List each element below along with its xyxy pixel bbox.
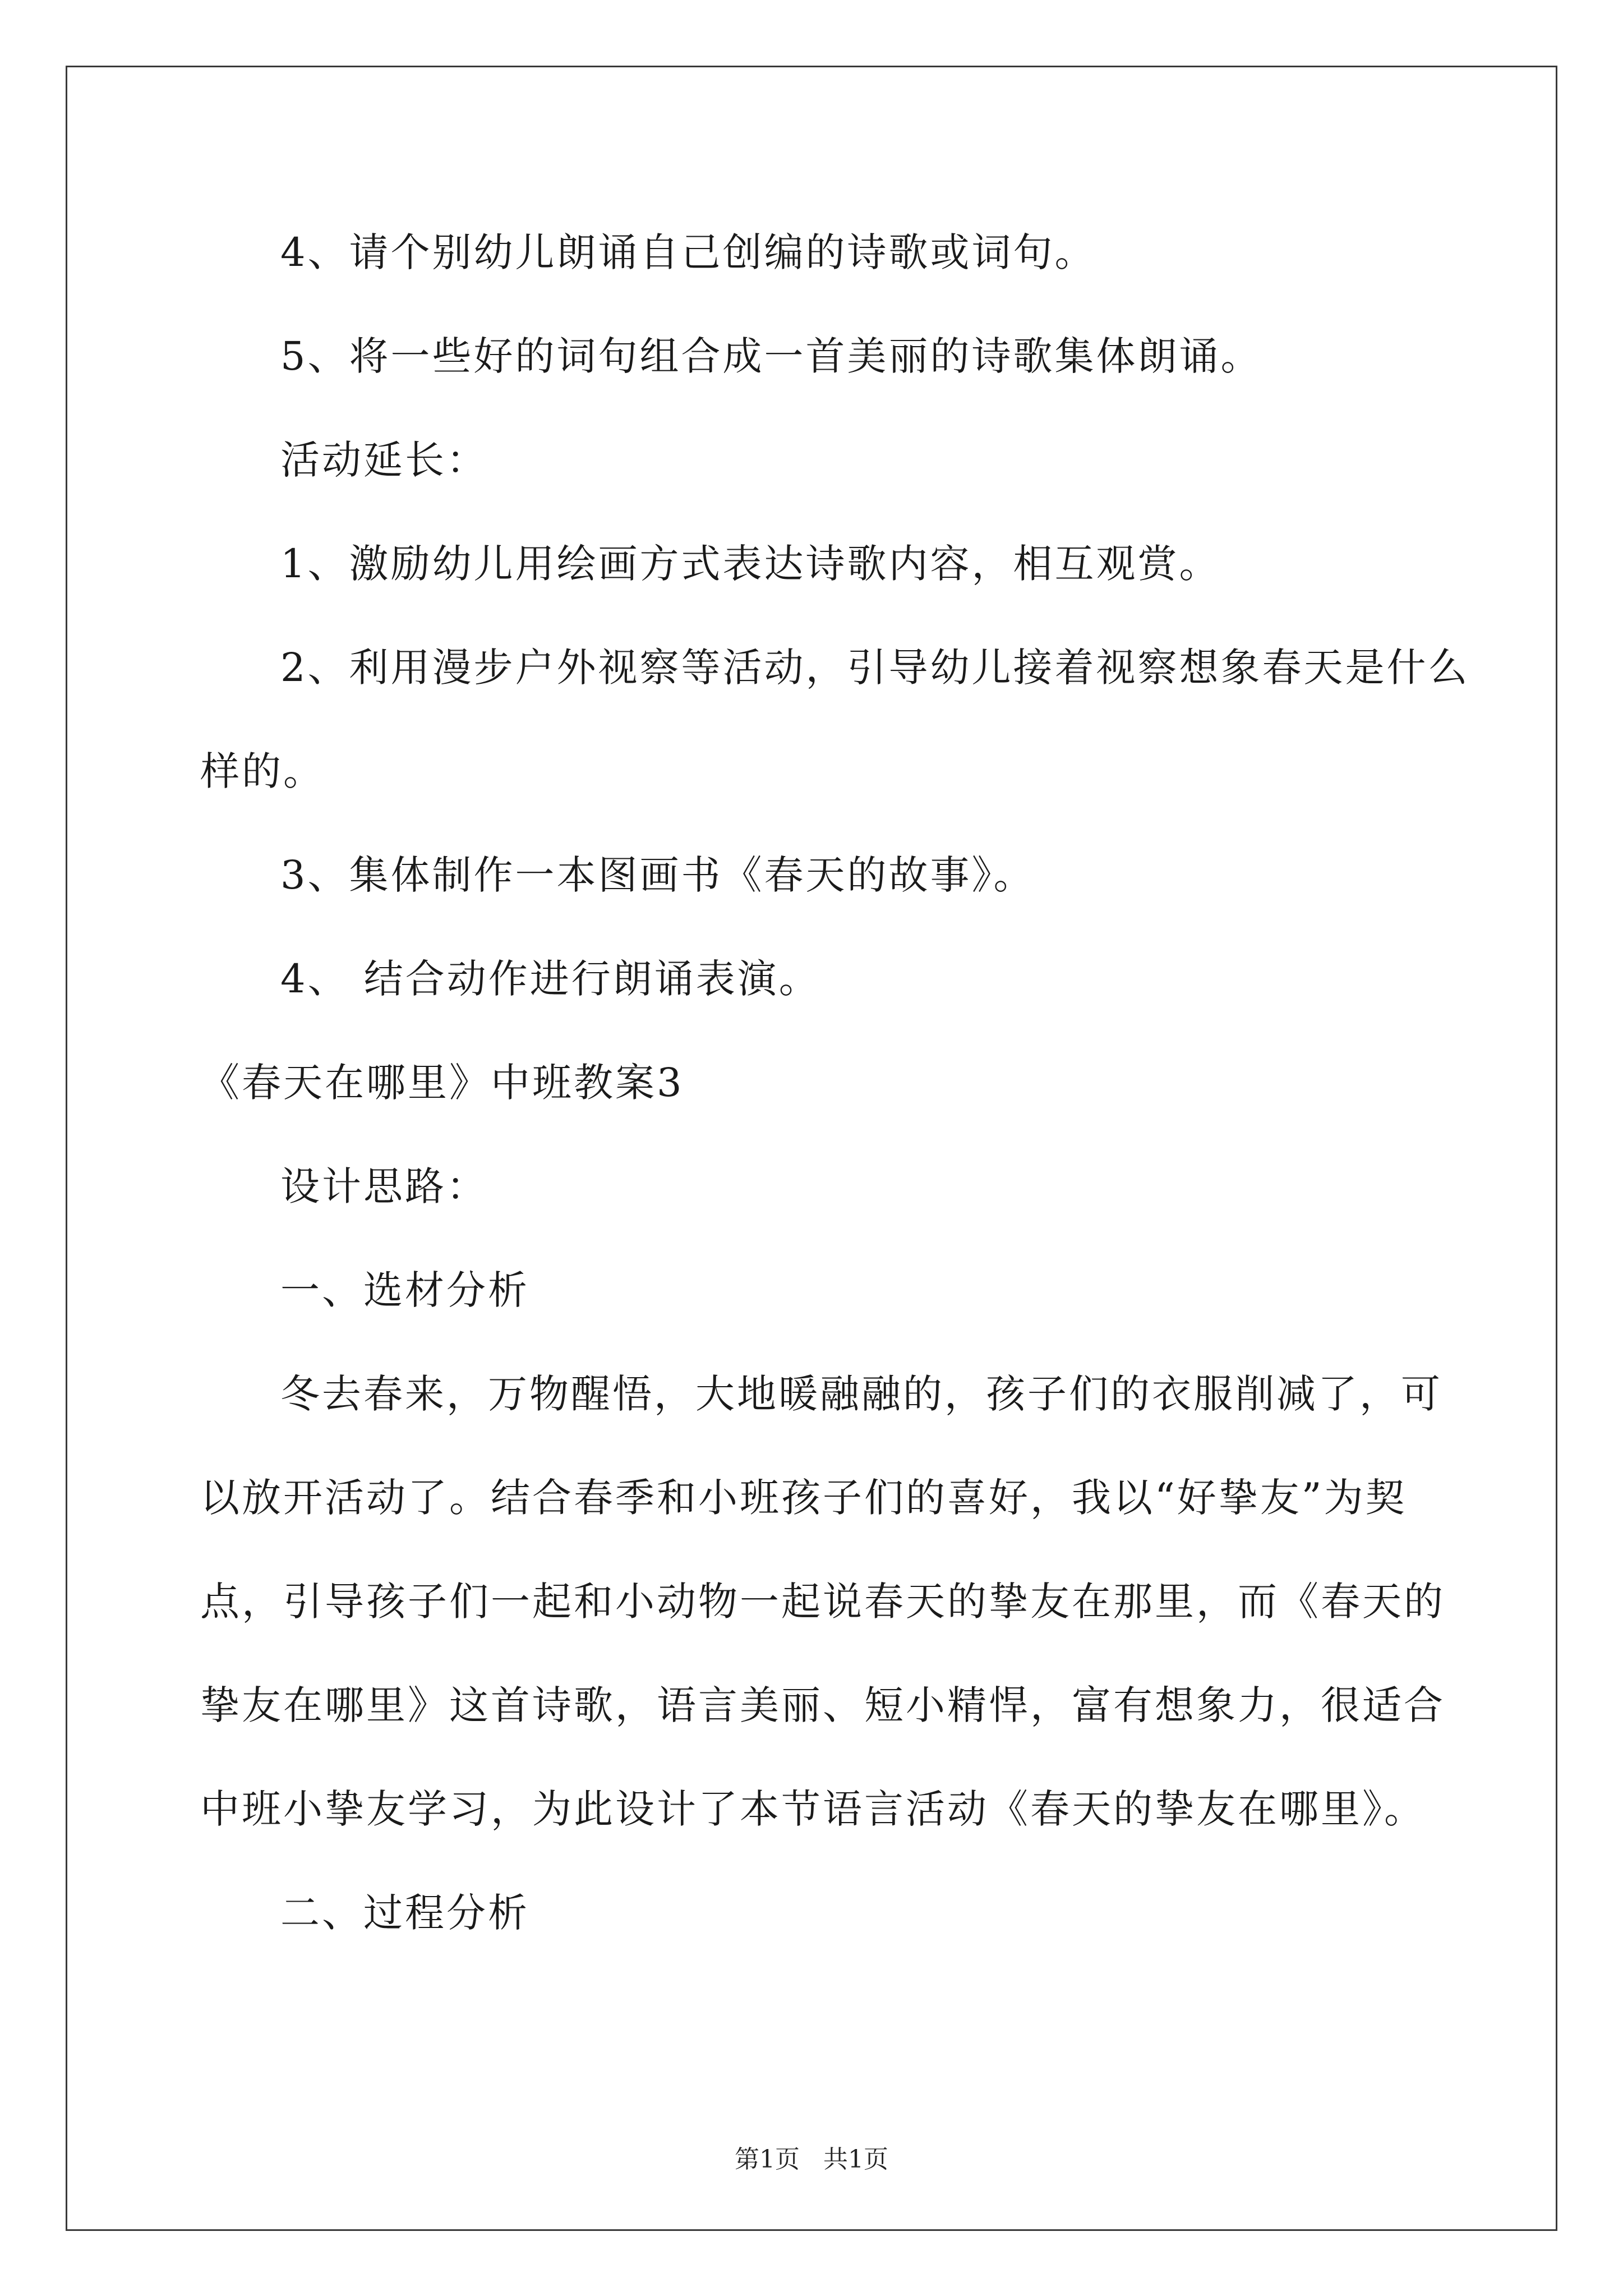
section-heading: 设计思路： (280, 1163, 488, 1209)
text-line: 中班小挚友学习，为此设计了本节语言活动《春天的挚友在哪里》。 (200, 1786, 1426, 1832)
text-line: 4、 结合动作进行朗诵表演。 (280, 956, 820, 1002)
text-line: 以放开活动了。结合春季和小班孩子们的喜好，我以“好挚友”为契 (200, 1475, 1407, 1521)
section-heading: 活动延长： (280, 437, 488, 483)
text-line: 3、集体制作一本图画书《春天的故事》。 (280, 852, 1035, 898)
section-heading: 二、过程分析 (280, 1890, 529, 1936)
text-line: 点，引导孩子们一起和小动物一起说春天的挚友在那里，而《春天的 (200, 1579, 1445, 1625)
text-line: 冬去春来，万物醒悟，大地暖融融的，孩子们的衣服削减了，可 (280, 1371, 1442, 1417)
text-line: 1、激励幼儿用绘画方式表达诗歌内容，相互观赏。 (280, 541, 1221, 587)
text-line: 挚友在哪里》这首诗歌，语言美丽、短小精悍，富有想象力，很适合 (200, 1682, 1445, 1728)
text-line: 5、将一些好的词句组合成一首美丽的诗歌集体朗诵。 (280, 333, 1262, 379)
text-line: 4、请个别幼儿朗诵自己创编的诗歌或词句。 (280, 229, 1096, 275)
page-footer: 第1页 共1页 (735, 2145, 888, 2174)
text-line: 2、利用漫步户外视察等活动，引导幼儿接着视察想象春天是什么 (280, 645, 1470, 691)
text-line: 样的。 (200, 748, 325, 794)
document-title: 《春天在哪里》中班教案3 (200, 1060, 684, 1106)
section-heading: 一、选材分析 (280, 1267, 529, 1313)
